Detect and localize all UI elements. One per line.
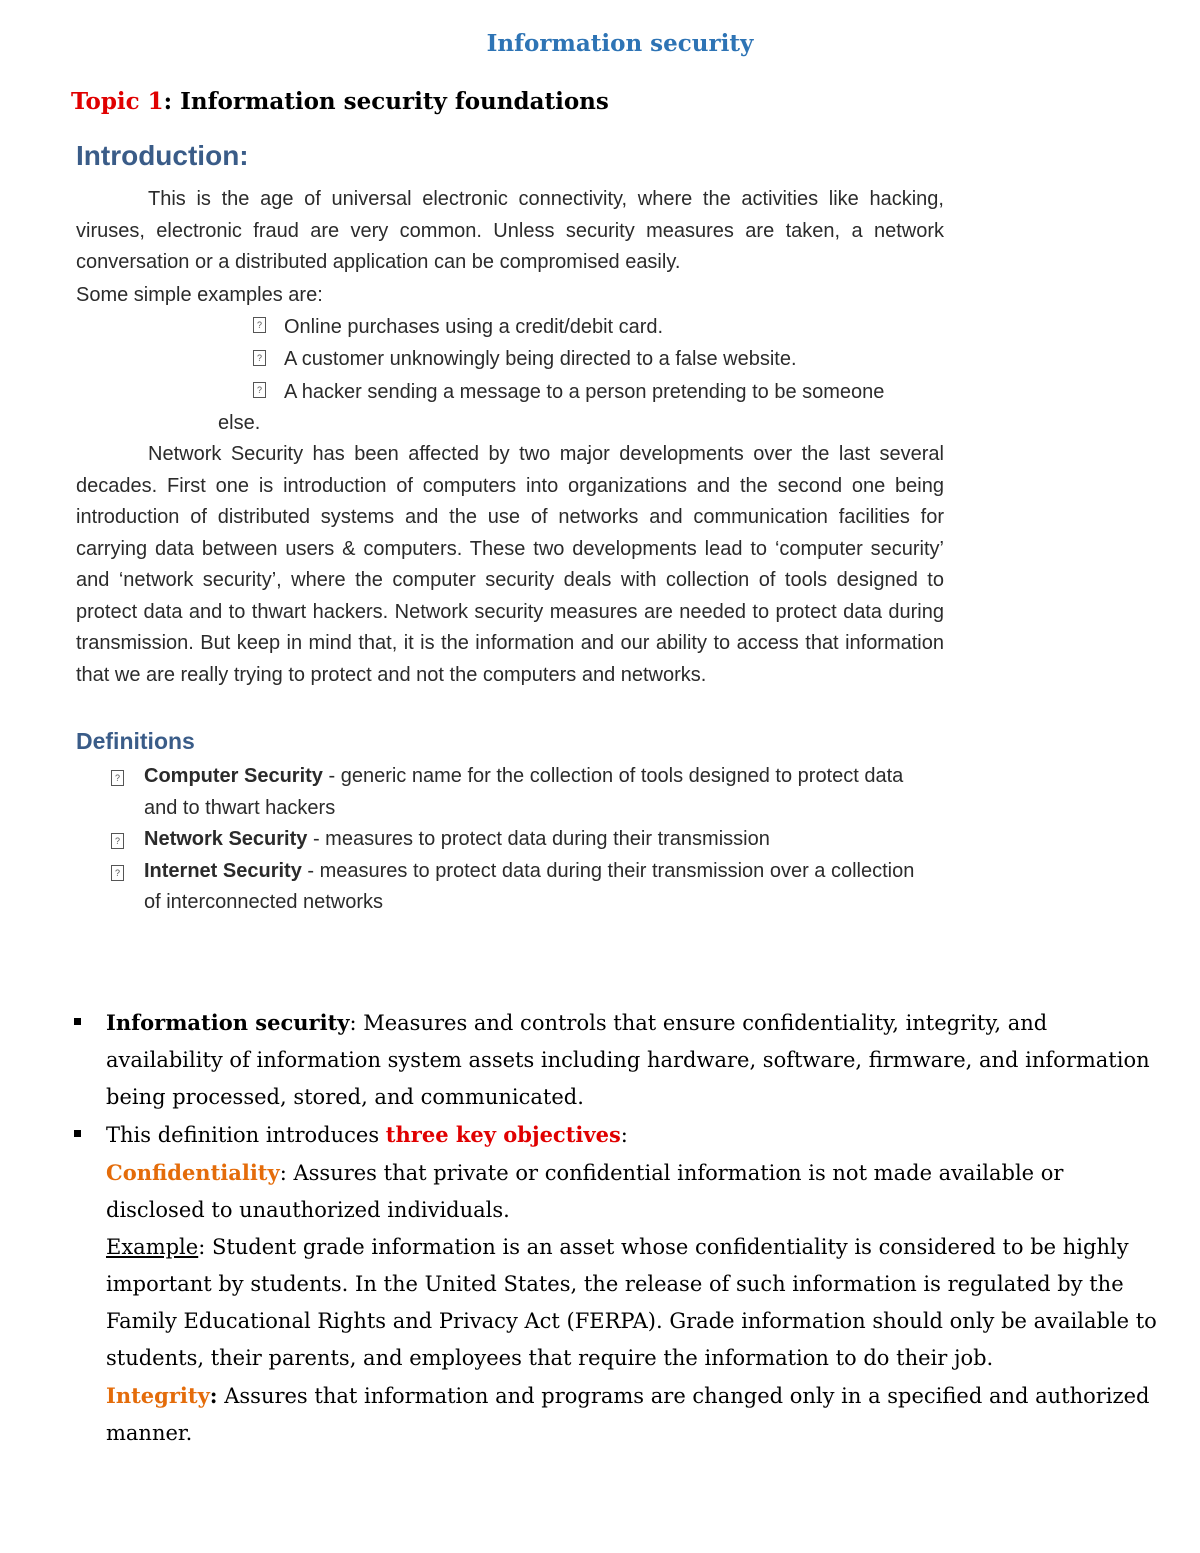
info-security-definition: : Measures and controls that ensure confidentiality, integrity, and availability of information system assets including hardware, software, firmware, and information being processed, stored, and communicated. [106, 1011, 1150, 1109]
missing-glyph-icon: ? [111, 833, 124, 849]
definition-term: Network Security [144, 828, 308, 850]
info-security-term: Information security [106, 1010, 350, 1035]
missing-glyph-icon: ? [253, 350, 266, 366]
definition-item [76, 824, 924, 856]
missing-glyph-icon: ? [111, 770, 124, 786]
integrity-line [106, 1377, 1160, 1452]
network-security-paragraph: Network Security has been affected by two major developments over the last several decades. First one is introduction of computers into organizations and the second one being introduction of distributed systems and the use of networks and communication facilities for carrying data between users & computers. These two developments lead to ‘computer security’ and ‘network security’, where the computer security deals with collection of tools designed to protect data and to thwart hackers. Network security measures are needed to protect data during transmission. But keep in mind that, it is the information and our ability to access that information that we are really trying to protect and not the computers and networks. [76, 443, 944, 686]
missing-glyph-icon: ? [253, 317, 266, 333]
embedded-excerpt [76, 136, 944, 919]
list-item [76, 376, 944, 409]
example-text: Online purchases using a credit/debit card. [284, 315, 664, 338]
objectives-lead: This definition introduces [106, 1123, 386, 1147]
objectives-highlight: three key objectives [385, 1122, 621, 1147]
definitions-list [76, 761, 944, 919]
body-bullet-list [70, 1004, 1160, 1452]
integrity-term: Integrity [106, 1383, 210, 1408]
example-wrap-text: else. [218, 412, 261, 434]
example-text: A hacker sending a message to a person pretending to be someone [284, 380, 885, 403]
example-text: : Student grade information is an asset whose confidentiality is considered to be highly important by students. In the United States, the release of such information is regulated by the Family Educational Rights and Privacy Act (FERPA). Grade information should only be available to students, their parents, and employees that require the information to do their job. [106, 1235, 1157, 1370]
list-item [76, 311, 944, 344]
definition-text: - measures to protect data during their transmission over a collection of interconnected networks [144, 859, 915, 913]
definition-item [76, 856, 924, 919]
definition-text: - generic name for the collection of tools designed to protect data and to thwart hackers [144, 765, 904, 819]
list-item [70, 1116, 1160, 1452]
introduction-heading: Introduction: [76, 140, 249, 171]
example-text: A customer unknowingly being directed to a false website. [284, 348, 797, 370]
introduction-paragraph: This is the age of universal electronic connectivity, where the activities like hacking, viruses, electronic fraud are very common. Unless security measures are taken, a network conversation or a distributed application can be compromised easily. [76, 188, 944, 273]
square-bullet-icon [74, 1018, 81, 1025]
missing-glyph-icon: ? [253, 382, 266, 398]
topic-name: : Information security foundations [163, 88, 609, 115]
definitions-heading: Definitions [76, 728, 195, 754]
list-item [70, 1004, 1160, 1116]
definition-term: Internet Security [144, 859, 302, 882]
example-label: Example [106, 1235, 199, 1259]
page-title: Information security [486, 30, 754, 57]
examples-list [76, 311, 944, 409]
list-item [76, 343, 944, 376]
integrity-definition: Assures that information and programs are changed only in a specified and authorized manner. [106, 1384, 1150, 1445]
definition-text: - measures to protect data during their transmission [307, 828, 770, 850]
confidentiality-line [106, 1154, 1160, 1229]
objectives-colon: : [620, 1123, 628, 1147]
definition-term: Computer Security [144, 765, 323, 787]
confidentiality-definition: : Assures that private or confidential information is not made available or disclosed to unauthorized individuals. [106, 1161, 1064, 1222]
integrity-colon: : [209, 1383, 218, 1408]
definition-item [76, 761, 924, 824]
example-line [106, 1229, 1160, 1377]
square-bullet-icon [74, 1130, 81, 1137]
confidentiality-term: Confidentiality [106, 1160, 280, 1185]
topic-heading [71, 88, 609, 115]
topic-number: Topic 1 [71, 88, 164, 115]
missing-glyph-icon: ? [111, 865, 124, 881]
examples-lead: Some simple examples are: [76, 283, 323, 306]
